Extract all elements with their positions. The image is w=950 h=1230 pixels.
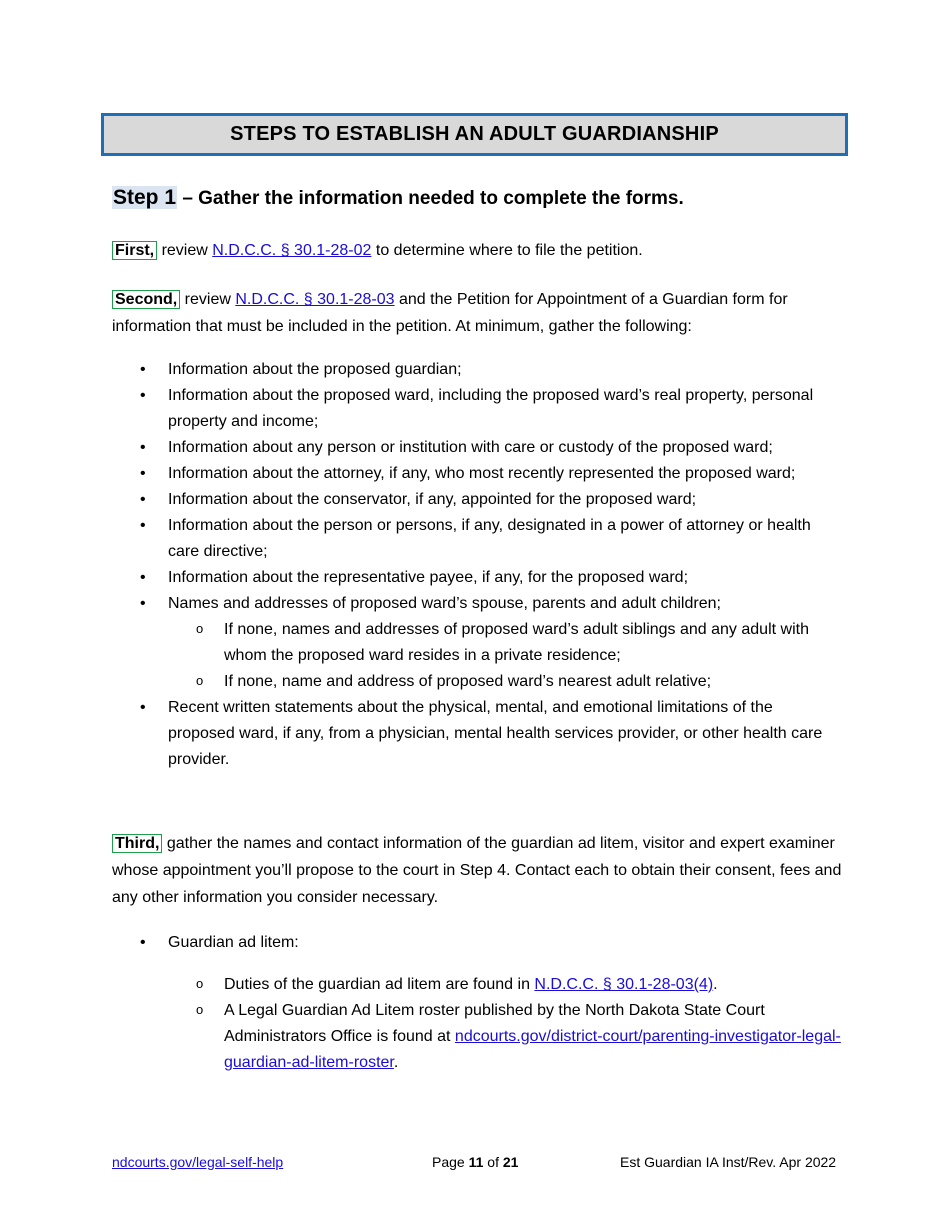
ndcc-30-1-28-03-4-link[interactable]: N.D.C.C. § 30.1-28-03(4) [534,976,714,993]
list-item-relatives: • Names and addresses of proposed ward’s spouse, parents and adult children; o If none, names and addresses of proposed ward’s adult siblings and any adult with whom the proposed ward resides in a private residence; o If none, name and address of proposed ward’s nearest adult relative; [112,591,842,695]
step-1-heading [112,186,684,210]
list-item: • Information about the proposed ward, including the proposed ward’s real property, personal property and income; [112,383,842,435]
gal-roster-link[interactable]: ndcourts.gov/district-court/parenting-investigator-legal-guardian-ad-litem-roster [224,1028,841,1071]
gal-sublist [168,972,842,1076]
list-item: • Information about the person or persons, if any, designated in a power of attorney or health care directive; [112,513,842,565]
ndcc-30-1-28-02-link[interactable]: N.D.C.C. § 30.1-28-02 [212,242,372,259]
footer-left [112,1154,283,1170]
relatives-sublist [168,617,842,695]
revision-label: Est Guardian IA Inst/Rev. Apr 2022 [620,1154,837,1170]
ndcc-30-1-28-03-link[interactable]: N.D.C.C. § 30.1-28-03 [235,291,395,308]
step-number: Step 1 [113,186,177,209]
third-paragraph: Third, gather the names and contact information of the guardian ad litem, visitor and expert examiner whose appointment you’ll propose to the court in Step 4. Contact each to obtain their consent, fees and any other information you consider necessary. [112,835,842,906]
first-paragraph: First, review N.D.C.C. § 30.1-28-02 to determine where to file the petition. [112,237,842,264]
sub-list-item: o If none, name and address of proposed ward’s nearest adult relative; [168,669,842,695]
sub-list-item-duties: o Duties of the guardian ad litem are found in N.D.C.C. § 30.1-28-03(4). [168,972,842,998]
page-number: Page 11 of 21 [432,1154,519,1170]
list-item-gal: • Guardian ad litem: o Duties of the guardian ad litem are found in N.D.C.C. § 30.1-28-03(4). o A Legal Guardian Ad Litem roster published by the North Dakota State Court Administrators Office is found at ndcourts.gov/district-court/parenting-investigator-legal-guardian-ad-litem-roster. [112,930,842,1076]
title-banner [101,113,848,156]
first-label: First, [112,241,157,260]
list-item: • Recent written statements about the physical, mental, and emotional limitations of the proposed ward, if any, from a physician, mental health services provider, or other health care provider. [112,695,842,773]
second-label: Second, [112,290,180,309]
legal-self-help-link[interactable]: ndcourts.gov/legal-self-help [112,1154,284,1170]
third-label: Third, [112,834,162,853]
list-item: • Information about the proposed guardian; [112,357,842,383]
second-paragraph: Second, review N.D.C.C. § 30.1-28-03 and the Petition for Appointment of a Guardian form for information that must be included in the petition. At minimum, gather the following: [112,291,788,335]
list-item: • Information about the attorney, if any, who most recently represented the proposed ward; [112,461,842,487]
list-item: • Information about the representative payee, if any, for the proposed ward; [112,565,842,591]
gal-list [112,930,842,1076]
list-item: • Information about any person or institution with care or custody of the proposed ward; [112,435,842,461]
list-item: • Information about the conservator, if any, appointed for the proposed ward; [112,487,842,513]
sub-list-item-roster: o A Legal Guardian Ad Litem roster published by the North Dakota State Court Administrators Office is found at ndcourts.gov/district-court/parenting-investigator-legal-guardian-ad-litem-roster. [168,998,842,1076]
sub-list-item: o If none, names and addresses of proposed ward’s adult siblings and any adult with whom the proposed ward resides in a private residence; [168,617,842,669]
required-info-list [112,357,842,773]
step-heading-text: – Gather the information needed to complete the forms. [182,188,684,209]
page-title: STEPS TO ESTABLISH AN ADULT GUARDIANSHIP [230,123,719,145]
